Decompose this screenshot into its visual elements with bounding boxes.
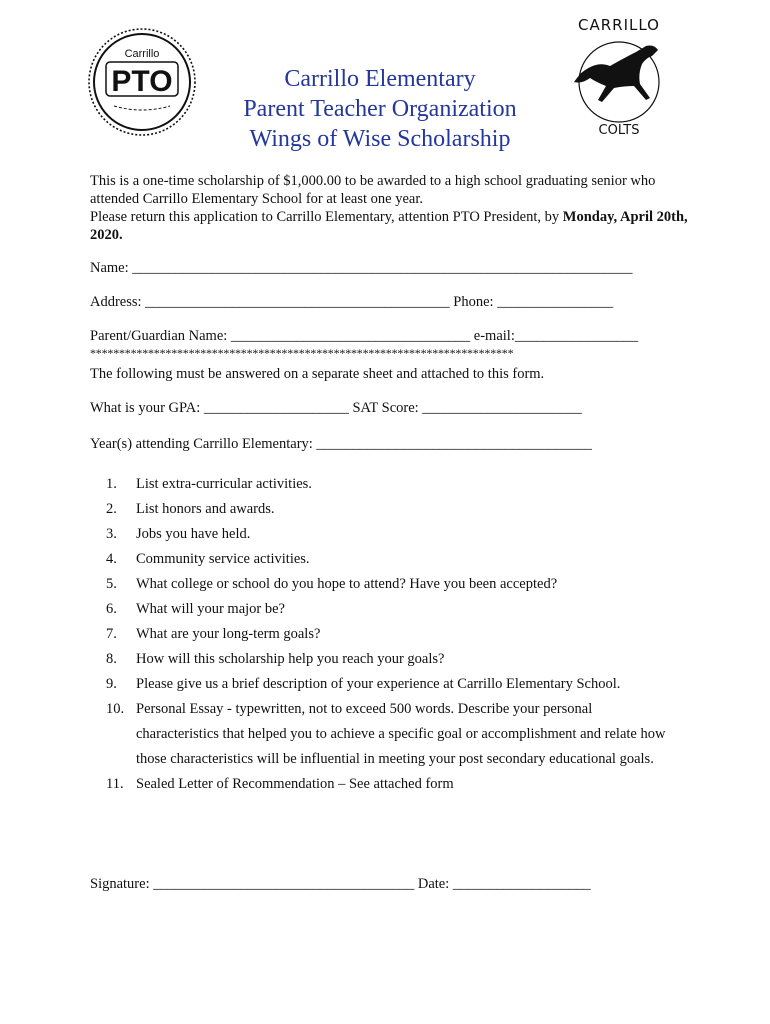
horse-logo [566, 12, 672, 140]
list-item [106, 472, 678, 497]
item-number: 3. [106, 526, 117, 542]
list-item [106, 772, 678, 797]
item-number: 9. [106, 676, 117, 692]
list-item [106, 672, 678, 697]
item-number: 11. [106, 776, 124, 792]
list-item [106, 647, 678, 672]
item-text: List extra-curricular activities. [136, 476, 312, 492]
item-number: 6. [106, 601, 117, 617]
list-item [106, 572, 678, 597]
item-text: List honors and awards. [136, 501, 275, 517]
list-item [106, 497, 678, 522]
signature-date-field[interactable]: Signature: ____________________________________ Date: ___________________ [90, 876, 591, 892]
form-title [170, 64, 590, 154]
item-text: How will this scholarship help you reach your goals? [136, 651, 445, 667]
item-number: 8. [106, 651, 117, 667]
parent-email-field[interactable]: Parent/Guardian Name: _________________________________ e-mail:_________________ [90, 328, 639, 344]
list-item [106, 697, 678, 772]
item-number: 5. [106, 576, 117, 592]
list-item [106, 622, 678, 647]
item-text: Sealed Letter of Recommendation – See attached form [136, 776, 454, 792]
intro-text [90, 172, 690, 244]
instructions-text: The following must be answered on a separate sheet and attached to this form. [90, 366, 545, 382]
item-text: What college or school do you hope to attend? Have you been accepted? [136, 576, 558, 592]
deadline-text: Monday, April 20th, 2020. [90, 209, 688, 243]
item-number: 10. [106, 701, 125, 717]
years-attending-field[interactable]: Year(s) attending Carrillo Elementary: ______________________________________ [90, 436, 592, 452]
item-number: 7. [106, 626, 117, 642]
item-text: Community service activities. [136, 551, 310, 567]
item-text: What will your major be? [136, 601, 285, 617]
return-instructions-text: Please return this application to Carrillo Elementary, attention PTO President, by [90, 209, 563, 225]
title-line-school: Carrillo Elementary [284, 66, 476, 92]
title-line-scholarship: Wings of Wise Scholarship [249, 126, 511, 152]
title-line-organization: Parent Teacher Organization [243, 96, 517, 122]
address-phone-field[interactable]: Address: __________________________________________ Phone: ________________ [90, 294, 614, 310]
item-number: 4. [106, 551, 117, 567]
colts-logo-top-text: CARRILLO [578, 16, 660, 34]
item-text: What are your long-term goals? [136, 626, 321, 642]
intro-return-instructions [90, 208, 690, 244]
item-number: 1. [106, 476, 117, 492]
item-text: Please give us a brief description of your experience at Carrillo Elementary School. [136, 676, 621, 692]
item-number: 2. [106, 501, 117, 517]
item-text: Jobs you have held. [136, 526, 251, 542]
questions-list [106, 472, 678, 797]
intro-description: This is a one-time scholarship of $1,000.00 to be awarded to a high school graduating senior who attended Carrillo Elementary School for at least one year. [90, 173, 656, 207]
name-field[interactable]: Name: _____________________________________________________________________ [90, 260, 633, 276]
pto-logo-main-text: PTO [111, 65, 173, 98]
list-item [106, 522, 678, 547]
list-item [106, 547, 678, 572]
separator: ************************************************************************* [90, 346, 514, 360]
list-item [106, 597, 678, 622]
gpa-sat-field[interactable]: What is your GPA: ____________________ SAT Score: ______________________ [90, 400, 582, 416]
colts-logo-bottom-text: COLTS [598, 123, 640, 138]
pto-logo-top-text: Carrillo [124, 48, 160, 60]
item-text: Personal Essay - typewritten, not to exceed 500 words. Describe your personal characteristics that helped you to achieve a specific goal or accomplishment and relate how those characteristics will be influential in meeting your post secondary educational goals. [136, 701, 666, 767]
